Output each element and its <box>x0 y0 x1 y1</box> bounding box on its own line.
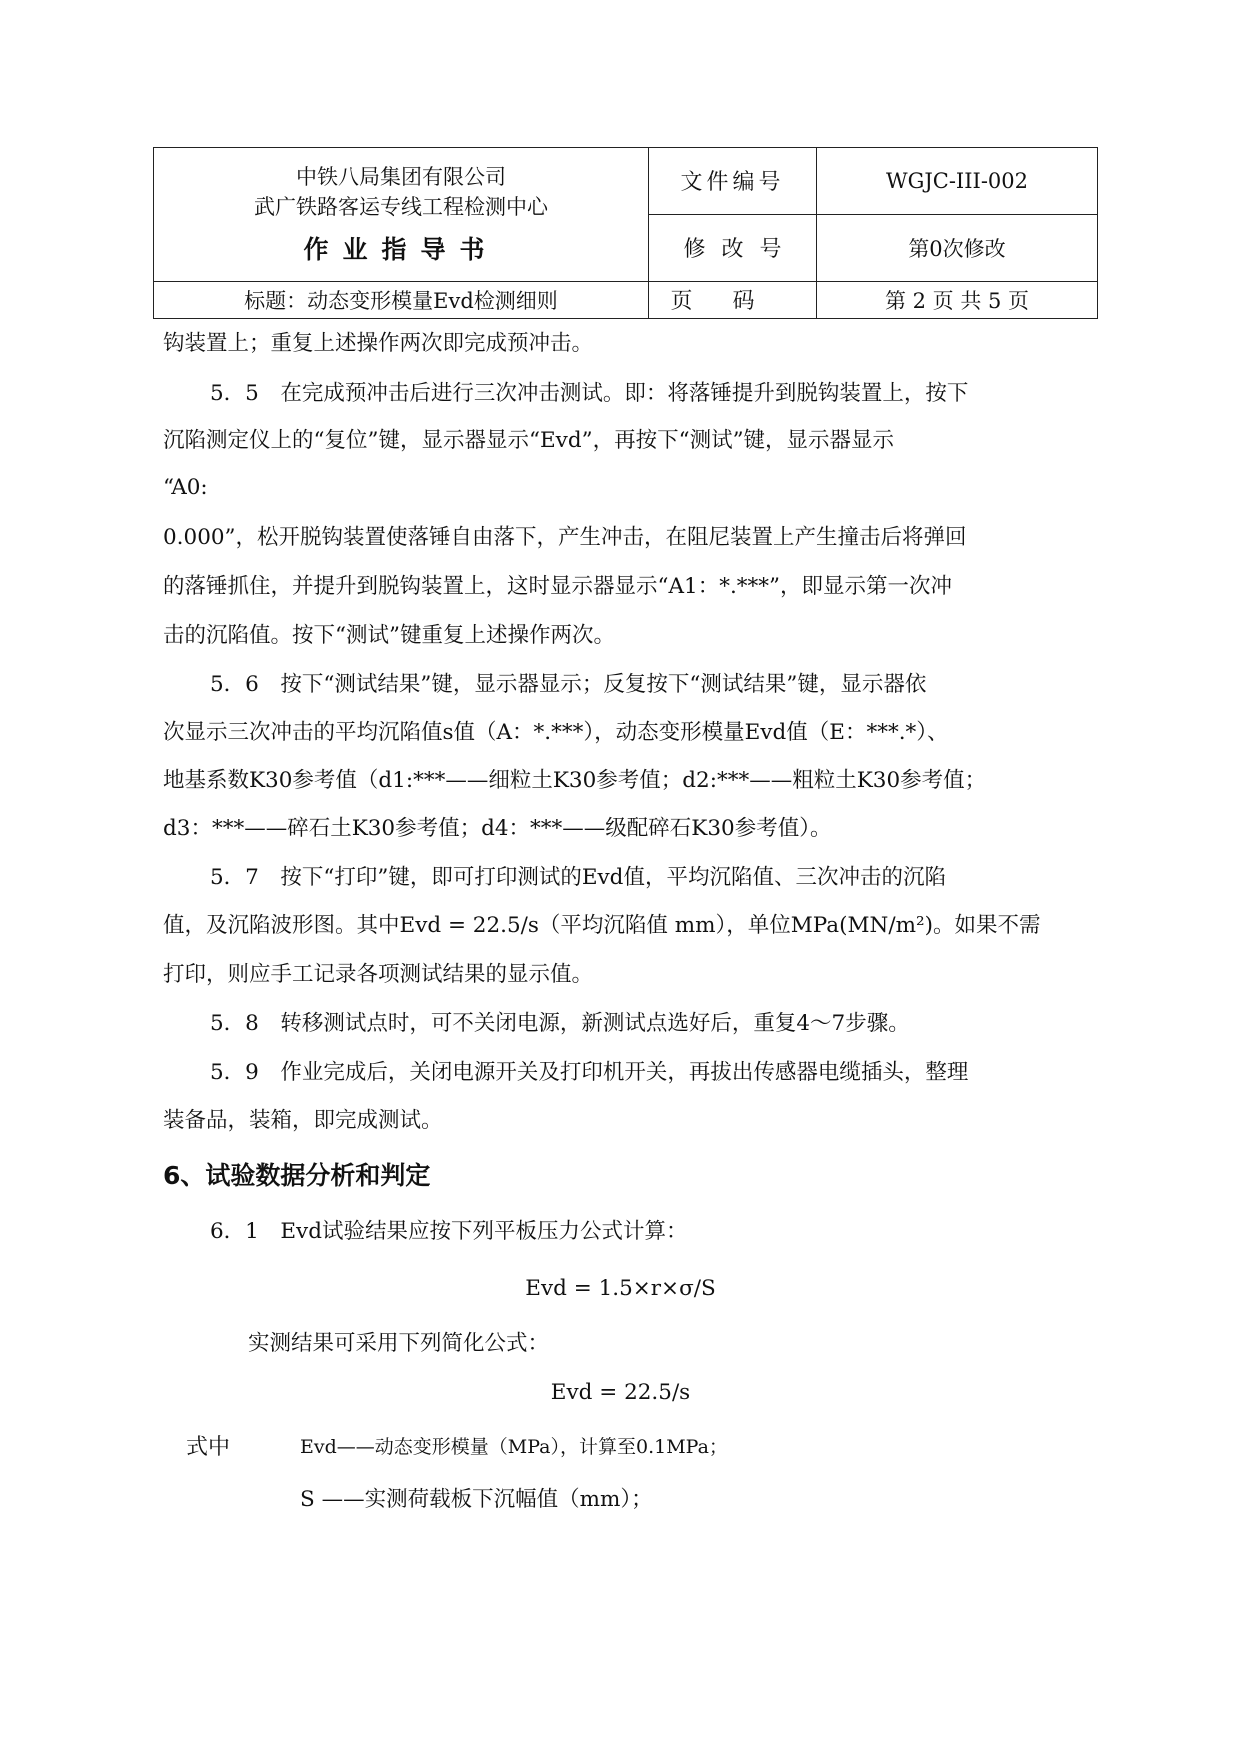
body-line: 5．8 转移测试点时，可不关闭电源，新测试点选好后，重复4～7步骤。 <box>210 1011 910 1036</box>
revision-value: 第0次修改 <box>817 214 1098 281</box>
clause-6-1: 6．1 Evd试验结果应按下列平板压力公式计算： <box>210 1219 688 1244</box>
definition-evd: Evd——动态变形模量（MPa），计算至0.1MPa； <box>300 1436 728 1458</box>
body-line: 打印，则应手工记录各项测试结果的显示值。 <box>163 962 594 987</box>
formula-simplified: Evd = 22.5/s <box>550 1380 691 1405</box>
body-line: 5．6 按下“测试结果”键，显示器显示；反复按下“测试结果”键，显示器依 <box>210 672 927 697</box>
doc-type-title: 作业指导书 <box>303 235 499 265</box>
body-line: “A0: <box>163 475 208 500</box>
body-line: 0.000”，松开脱钩装置使落锤自由落下，产生冲击，在阻尼装置上产生撞击后将弹回 <box>163 525 967 550</box>
page-label: 页码 <box>649 281 817 319</box>
body-line: 次显示三次冲击的平均沉陷值s值（A：*.***），动态变形模量Evd值（E：***.*）、 <box>163 720 949 745</box>
body-line: 沉陷测定仪上的“复位”键，显示器显示“Evd”，再按下“测试”键，显示器显示 <box>163 428 895 453</box>
subject-title: 标题：动态变形模量Evd检测细则 <box>154 281 649 319</box>
body-line: 5．7 按下“打印”键，即可打印测试的Evd值，平均沉陷值、三次冲击的沉陷 <box>210 865 946 890</box>
org-name-line2: 武广铁路客运专线工程检测中心 <box>254 195 548 220</box>
definition-s: S ——实测荷载板下沉幅值（mm）； <box>300 1487 653 1512</box>
body-line: 值，及沉陷波形图。其中Evd = 22.5/s（平均沉陷值 mm），单位MPa(MN/m²)。如果不需 <box>163 913 1041 938</box>
body-line: d3：***——碎石土K30参考值；d4：***——级配碎石K30参考值）。 <box>163 816 832 841</box>
where-label: 式中 <box>186 1435 231 1460</box>
org-name-line1: 中铁八局集团有限公司 <box>296 165 506 190</box>
document-header-table <box>153 147 1098 319</box>
page-value: 第 2 页 共 5 页 <box>817 281 1098 319</box>
body-line: 地基系数K30参考值（d1:***——细粒土K30参考值；d2:***——粗粒土K30参考值； <box>163 768 987 793</box>
simplified-intro: 实测结果可采用下列简化公式： <box>248 1331 550 1356</box>
revision-label: 修改号 <box>649 214 817 281</box>
file-number-value: WGJC-III-002 <box>817 148 1098 215</box>
body-line: 5．5 在完成预冲击后进行三次冲击测试。即：将落锤提升到脱钩装置上，按下 <box>210 381 969 406</box>
file-number-label: 文件编号 <box>649 148 817 215</box>
section-heading: 6、试验数据分析和判定 <box>163 1161 431 1190</box>
body-line: 钩装置上；重复上述操作两次即完成预冲击。 <box>163 331 594 356</box>
formula-full: Evd = 1.5×r×σ/S <box>525 1276 716 1301</box>
body-line: 击的沉陷值。按下“测试”键重复上述操作两次。 <box>163 623 615 648</box>
body-line: 5．9 作业完成后，关闭电源开关及打印机开关，再拔出传感器电缆插头，整理 <box>210 1060 969 1085</box>
organization-cell <box>154 148 649 282</box>
body-line: 的落锤抓住，并提升到脱钩装置上，这时显示器显示“A1：*.***”，即显示第一次冲 <box>163 574 953 599</box>
body-line: 装备品，装箱，即完成测试。 <box>163 1108 443 1133</box>
